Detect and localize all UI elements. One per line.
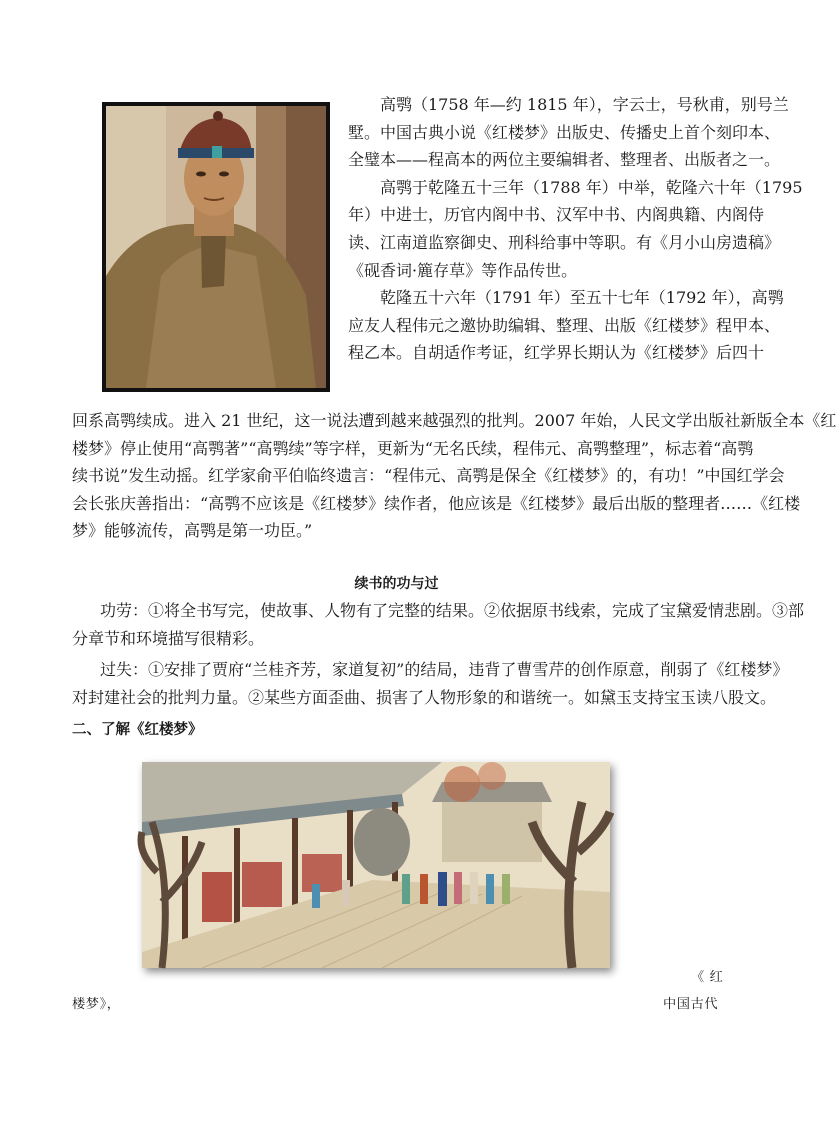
bio-line: 高鹗（1758 年—约 1815 年），字云士，号秋甫，别号兰 — [380, 95, 789, 114]
caption-fragment: 《 红 — [691, 970, 724, 985]
bio-line: 读、江南道监察御史、刑科给事中等职。有《月小山房遗稿》 — [348, 232, 781, 252]
bio-line: 乾隆五十六年（1791 年）至五十七年（1792 年），高鹗 — [380, 288, 784, 308]
bio-line: 应友人程伟元之邀协助编辑、整理、出版《红楼梦》程甲本、 — [348, 315, 781, 335]
bio-line: 续书说”发生动摇。红学家俞平伯临终遗言：“程伟元、高鹗是保全《红楼梦》的，有功！”中国红学会 — [72, 466, 785, 486]
fault-line: 对封建社会的批判力量。②某些方面歪曲、损害了人物形象的和谐统一。如黛玉支持宝玉读八股文。 — [72, 687, 777, 707]
bio-line: 会长张庆善指出：“高鹗不应该是《红楼梦》续作者，他应该是《红楼梦》最后出版的整理者……《红楼 — [72, 493, 801, 513]
bio-line: 程乙本。自胡适作考证，红学界长期认为《红楼梦》后四十 — [348, 343, 765, 363]
bio-line: 《砚香词·簏存草》等作品传世。 — [348, 260, 578, 280]
fault-line: 过失：①安排了贾府“兰桂齐芳，家道复初”的结局，违背了曹雪芹的创作原意，削弱了《红楼梦》 — [100, 660, 789, 680]
section-heading: 二、了解《红楼梦》 — [72, 722, 203, 738]
biography-wrapped-text — [348, 91, 803, 367]
section-title: 续书的功与过 — [354, 576, 439, 592]
scroll-painting-image — [142, 762, 610, 968]
caption-fragment: 中国古代 — [663, 997, 719, 1012]
biography-full-text — [72, 407, 836, 545]
merits-faults-text — [72, 597, 805, 711]
bio-line: 高鹗于乾隆五十三年（1788 年）中举，乾隆六十年（1795 — [380, 177, 803, 197]
caption-fragment: 楼梦》， — [72, 997, 121, 1012]
merit-line: 分章节和环境描写很精彩。 — [72, 628, 265, 648]
merit-line: 功劳：①将全书写完，使故事、人物有了完整的结果。②依据原书线索，完成了宝黛爱情悲剧。③部 — [100, 601, 805, 620]
bio-line: 楼梦》停止使用“高鹗著”“高鹗续”等字样，更新为“无名氏续，程伟元、高鹗整理”，标志着“高鹗 — [72, 438, 754, 458]
bio-line: 墅。中国古典小说《红楼梦》出版史、传播史上首个刻印本、 — [348, 122, 781, 142]
bio-line: 回系高鹗续成。进入 21 世纪，这一说法遭到越来越强烈的批判。2007 年始，人民文学出版社新版全本《红 — [72, 411, 836, 430]
bio-line: 年）中进士，历官内阁中书、汉军中书、内阁典籍、内阁侍 — [348, 205, 765, 225]
bio-line: 梦》能够流传，高鹗是第一功臣。” — [72, 521, 313, 541]
portrait-image — [102, 102, 330, 392]
bio-line: 全璧本——程高本的两位主要编辑者、整理者、出版者之一。 — [348, 150, 781, 170]
